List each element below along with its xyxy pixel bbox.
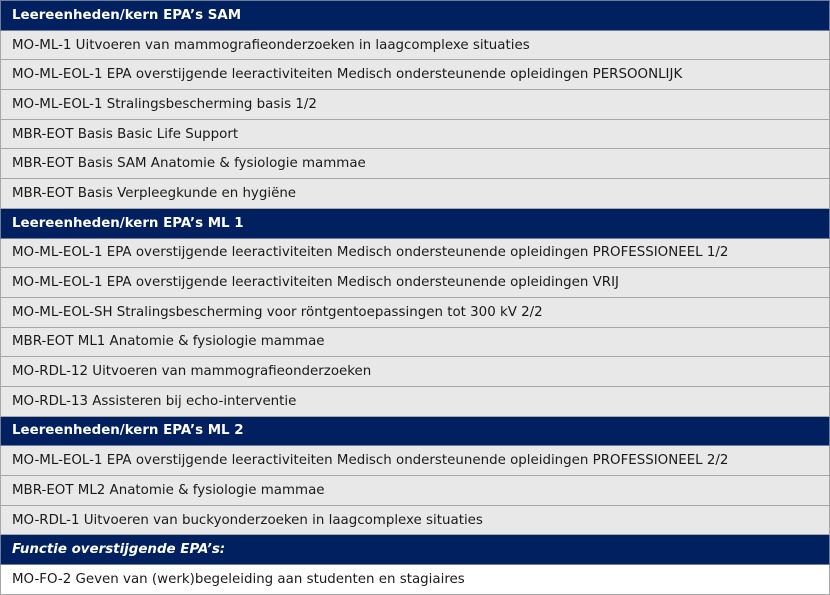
table-row	[1, 119, 830, 149]
table-row	[1, 386, 830, 416]
table-row	[1, 505, 830, 535]
table-row	[1, 90, 830, 120]
section-header-row	[1, 208, 830, 238]
section-header: Leereenheden/kern EPA’s ML 2	[1, 416, 830, 446]
section-header: Leereenheden/kern EPA’s ML 1	[1, 208, 830, 238]
section-header-row	[1, 416, 830, 446]
table-row	[1, 268, 830, 298]
learning-unit-cell: MO-RDL-13 Assisteren bij echo-interventie	[1, 386, 830, 416]
section-header-row	[1, 535, 830, 565]
table-row	[1, 179, 830, 209]
learning-unit-cell: MO-ML-EOL-1 EPA overstijgende leeractiviteiten Medisch ondersteunende opleidingen PROFESSIONEEL 2/2	[1, 446, 830, 476]
table-row	[1, 446, 830, 476]
learning-unit-cell: MBR-EOT Basis Verpleegkunde en hygiëne	[1, 179, 830, 209]
learning-unit-cell: MO-RDL-12 Uitvoeren van mammografieonderzoeken	[1, 357, 830, 387]
section-header: Functie overstijgende EPA’s:	[1, 535, 830, 565]
learning-unit-cell: MBR-EOT Basis SAM Anatomie & fysiologie mammae	[1, 149, 830, 179]
learning-unit-cell: MO-FO-2 Geven van (werk)begeleiding aan studenten en stagiaires	[1, 565, 830, 595]
learning-unit-cell: MO-ML-EOL-1 EPA overstijgende leeractiviteiten Medisch ondersteunende opleidingen PROFESSIONEEL 1/2	[1, 238, 830, 268]
table-row	[1, 565, 830, 595]
table-row	[1, 238, 830, 268]
learning-unit-cell: MBR-EOT ML1 Anatomie & fysiologie mammae	[1, 327, 830, 357]
table-row	[1, 30, 830, 60]
learning-unit-cell: MO-ML-EOL-1 EPA overstijgende leeractiviteiten Medisch ondersteunende opleidingen VRIJ	[1, 268, 830, 298]
section-header-row	[1, 1, 830, 31]
learning-unit-cell: MBR-EOT ML2 Anatomie & fysiologie mammae	[1, 476, 830, 506]
section-header: Leereenheden/kern EPA’s SAM	[1, 1, 830, 31]
learning-unit-cell: MBR-EOT Basis Basic Life Support	[1, 119, 830, 149]
learning-unit-cell: MO-ML-EOL-1 Stralingsbescherming basis 1/2	[1, 90, 830, 120]
learning-unit-cell: MO-ML-1 Uitvoeren van mammografieonderzoeken in laagcomplexe situaties	[1, 30, 830, 60]
curriculum-table-body	[1, 1, 830, 595]
learning-unit-cell: MO-ML-EOL-1 EPA overstijgende leeractiviteiten Medisch ondersteunende opleidingen PERSOONLIJK	[1, 60, 830, 90]
table-row	[1, 297, 830, 327]
table-row	[1, 327, 830, 357]
learning-unit-cell: MO-ML-EOL-SH Stralingsbescherming voor röntgentoepassingen tot 300 kV 2/2	[1, 297, 830, 327]
table-row	[1, 476, 830, 506]
table-row	[1, 149, 830, 179]
table-row	[1, 357, 830, 387]
learning-unit-cell: MO-RDL-1 Uitvoeren van buckyonderzoeken in laagcomplexe situaties	[1, 505, 830, 535]
table-row	[1, 60, 830, 90]
